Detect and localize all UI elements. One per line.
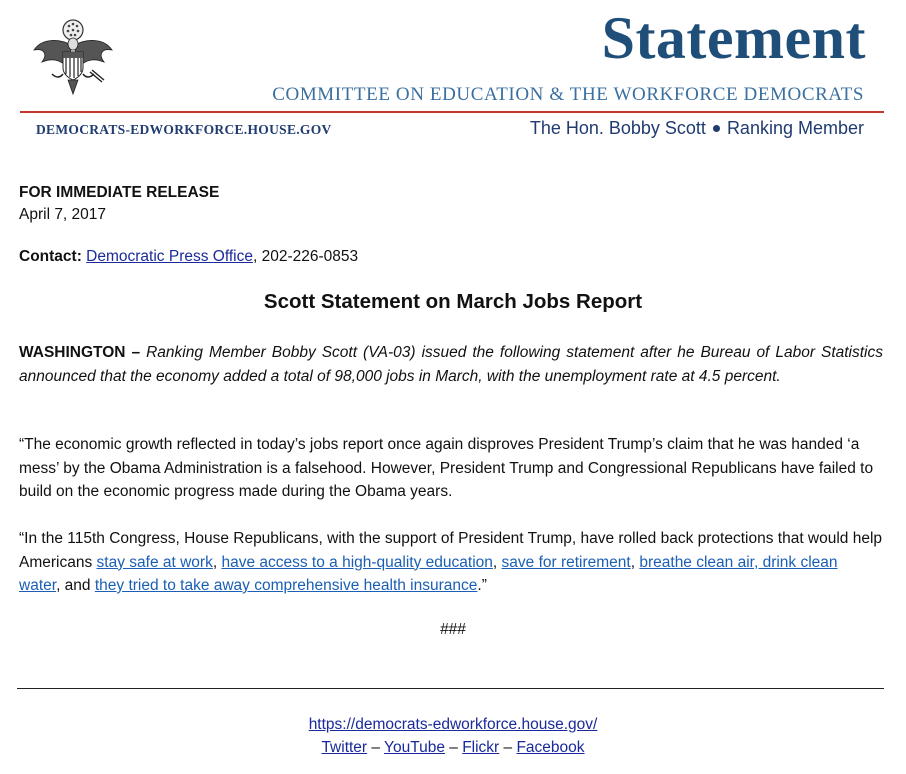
link-clean-air-water[interactable]: breathe clean air, drink clean water [19, 553, 838, 594]
dash-separator: – [499, 739, 517, 756]
flickr-link[interactable]: Flickr [462, 739, 500, 756]
paragraph-3-intro: “In the 115th Congress, House Republicans, with the support of President Trump, have rolled back protections that would help Americans [19, 530, 883, 571]
release-date: April 7, 2017 [19, 206, 107, 223]
member-line [530, 118, 864, 139]
paragraph-3 [19, 527, 883, 598]
website-label: DEMOCRATS-EDWORKFORCE.HOUSE.GOV [36, 122, 332, 137]
contact-line [19, 245, 883, 269]
headline: Scott Statement on March Jobs Report [263, 290, 643, 313]
member-name: The Hon. Bobby Scott [529, 118, 706, 138]
footer-url-line [0, 716, 906, 734]
release-label: FOR IMMEDIATE RELEASE [19, 184, 220, 201]
youtube-link[interactable]: YouTube [384, 739, 445, 756]
dateline: WASHINGTON – [19, 344, 141, 361]
member-role: Ranking Member [726, 118, 864, 138]
bullet-icon [713, 125, 720, 132]
separator: , and [56, 577, 95, 594]
paragraph-3-end: .” [477, 577, 487, 594]
header-divider [20, 111, 884, 113]
paragraph-2: “The economic growth reflected in today’s jobs report once again disproves President Trump’s claim that he was handed ‘a mess’ by the Obama Administration is a falsehood. However, President Trump and Congressional Republicans have failed to build on the economic progress made during the Obama years. [19, 436, 874, 500]
separator: , [212, 553, 222, 571]
end-mark: ### [440, 621, 466, 638]
dash-separator: – [367, 739, 385, 756]
link-retirement[interactable]: save for retirement [501, 553, 631, 571]
contact-label: Contact: [19, 248, 82, 265]
website-link[interactable]: https://democrats-edworkforce.house.gov/ [308, 716, 598, 733]
committee-name: COMMITTEE ON EDUCATION & THE WORKFORCE DEMOCRATS [272, 84, 864, 105]
separator: , [492, 553, 502, 571]
link-health-insurance[interactable]: they tried to take away comprehensive health insurance [94, 577, 478, 594]
separator: , [630, 553, 640, 571]
twitter-link[interactable]: Twitter [321, 739, 368, 756]
dash-separator: – [444, 739, 463, 756]
facebook-link[interactable]: Facebook [516, 739, 585, 756]
social-links [0, 739, 906, 757]
footer-divider [17, 688, 884, 689]
link-stay-safe-at-work[interactable]: stay safe at work [96, 553, 213, 571]
contact-phone: , 202-226-0853 [253, 248, 359, 265]
paragraph-1 [19, 341, 883, 388]
press-office-link[interactable]: Democratic Press Office [86, 248, 253, 265]
paragraph-1-text: Ranking Member Bobby Scott (VA-03) issued the following statement after he Bureau of Labor Statistics announced that the economy added a total of 98,000 jobs in March, with the unemployment rate at 4.5 percent. [19, 344, 883, 385]
statement-title: Statement [601, 5, 866, 71]
eagle-seal-icon [30, 16, 116, 102]
link-education[interactable]: have access to a high-quality education [221, 553, 493, 571]
